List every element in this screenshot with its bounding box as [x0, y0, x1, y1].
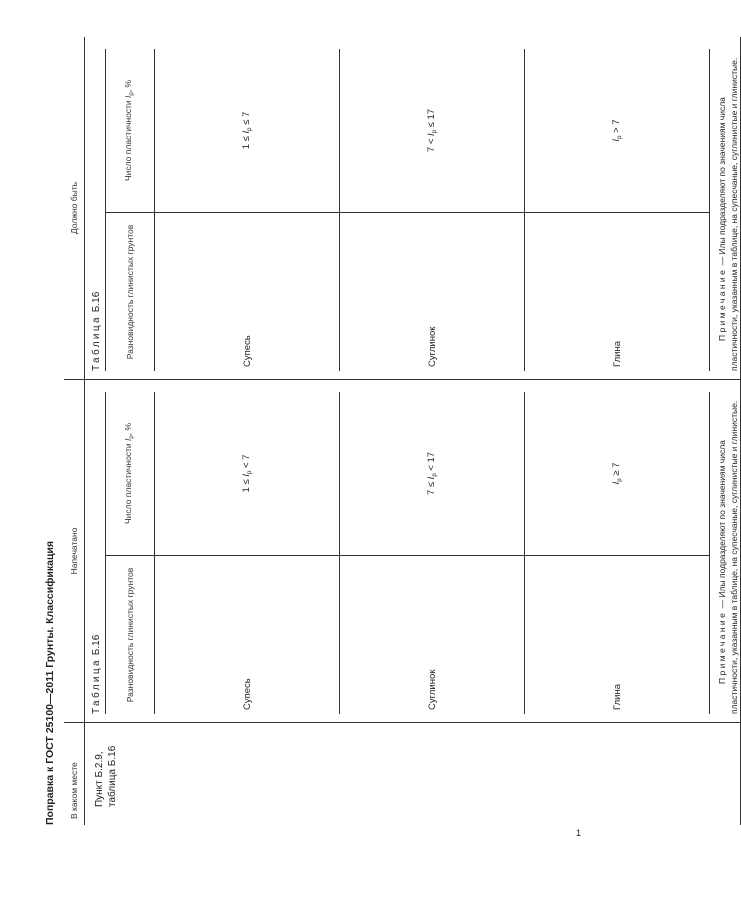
- caption-word: Таблица: [91, 657, 102, 714]
- printed-inner-table: [105, 392, 710, 714]
- correction-table-header: [64, 37, 85, 825]
- header-printed: Напечатано: [64, 380, 85, 723]
- page-title: Поправка к ГОСТ 25100—2011 Грунты. Классификация: [44, 540, 56, 825]
- place-text: Пункт Б.2.9, таблица Б.16: [94, 745, 118, 807]
- soil-name: Супесь: [155, 213, 340, 372]
- plasticity-value: $I_p \ge 7$: [525, 392, 710, 556]
- soil-name: Суглинок: [340, 213, 525, 372]
- correct-cell: [85, 37, 741, 380]
- table-row: [525, 392, 710, 714]
- soil-name: Глина: [525, 556, 710, 715]
- plasticity-value: $1 \le I_p < 7$: [155, 392, 340, 556]
- inner-header-plasticity: Число пластичности $I_p$, %: [106, 392, 155, 556]
- table-row: [155, 392, 340, 714]
- soil-name: Супесь: [155, 556, 340, 715]
- caption-number: Б.16: [91, 291, 102, 313]
- printed-cell: [85, 380, 741, 723]
- header-should-be: Должно быть: [64, 37, 85, 380]
- printed-table-caption: [89, 388, 105, 714]
- correct-inner-table: [105, 49, 710, 371]
- inner-header-soil: Разновидность глинистых грунтов: [106, 213, 155, 372]
- caption-word: Таблица: [91, 314, 102, 371]
- inner-header-row: [106, 392, 155, 714]
- table-row: [155, 49, 340, 371]
- table-row: [340, 49, 525, 371]
- soil-name: Суглинок: [340, 556, 525, 715]
- header-place: В каком месте: [64, 723, 85, 826]
- rotated-page-content: [40, 45, 739, 825]
- printed-note: Примечание — Илы подразделяют по значениям числа пластичности, указанным в таблице, на супесчаные, суглинистые и глинистые.: [717, 400, 739, 714]
- inner-header-row: [106, 49, 155, 371]
- plasticity-value: $1 \le I_p \le 7$: [155, 49, 340, 213]
- table-row: [340, 392, 525, 714]
- correction-table: [64, 37, 741, 825]
- place-cell: [85, 723, 741, 826]
- soil-name: Глина: [525, 213, 710, 372]
- inner-header-soil: Разновидность глинистых грунтов: [106, 556, 155, 715]
- correction-row: [85, 37, 741, 825]
- table-row: [525, 49, 710, 371]
- correct-table-caption: [89, 45, 105, 371]
- caption-number: Б.16: [91, 634, 102, 656]
- correct-note: Примечание — Илы подразделяют по значениям числа пластичности, указанным в таблице, на супесчаные, суглинистые и глинистые.: [717, 57, 739, 371]
- plasticity-value: $I_p > 7$: [525, 49, 710, 213]
- inner-header-plasticity: Число пластичности $I_p$, %: [106, 49, 155, 213]
- page-number: 1: [576, 828, 582, 838]
- plasticity-value: $7 \le I_p < 17$: [340, 392, 525, 556]
- plasticity-value: $7 < I_p \le 17$: [340, 49, 525, 213]
